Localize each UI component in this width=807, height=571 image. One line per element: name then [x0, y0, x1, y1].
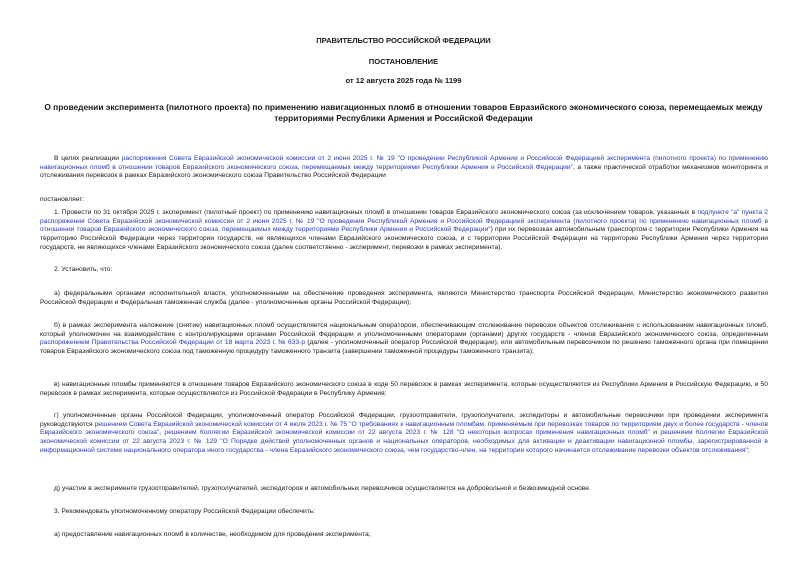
preamble-text-1: В целях реализации: [54, 155, 122, 162]
item-2: 2. Установить, что:: [54, 266, 113, 273]
item-2b: [40, 322, 768, 357]
item-3a: а) предоставление навигационных пломб в количестве, необходимом для проведения эксперимента;: [54, 531, 371, 538]
preamble-link[interactable]: распоряжения Совета Евразийской экономической комиссии от 2 июня 2025 г. № 19 "О проведении Республикой Армения и Российской Федерацией эксперимента (пилотного проекта) по применению навигационных пломб в отношении товаров Евразийского экономического союза, перемещаемых между территориями Республики Армения и Российской Федерации": [40, 155, 768, 171]
item-2a: а) федеральными органами исполнительной власти, уполномоченными на обеспечение проведения эксперимента, являются Министерство транспорта Российской Федерации, Министерство экономического развития Российской Федерации и Федеральная таможенная служба (далее - уполномоченные органы Российской Федерации);: [40, 290, 768, 306]
item-2g-link-3[interactable]: решением Коллегии Евразийской экономической комиссии от 22 августа 2023 г. № 129 "О Порядке действий уполномоченных органов и национальных операторов, необходимых для активации и деактивации навигационной пломбы, зарегистрированной в информационной системе национального оператора иного государства - члена Евразийского экономического союза, чем государство-член, на территории которого начинается отслеживание перевозки объектов отслеживания": [40, 429, 768, 454]
item-2b-link[interactable]: распоряжением Правительства Российской Федерации от 18 марта 2023 г. № 633-р: [40, 339, 306, 347]
item-2g-text-2: ,: [159, 429, 165, 437]
decree-word: постановляет:: [40, 196, 85, 203]
item-1-text-2: ) при их перевозках автомобильным транспортом с территории Республики Армения на территорию Российской Федерации через территории государств, не являющихся членами Евразийского экономического союза, и с территории Российской Федерации на территорию Республики Армения через территории государств, не являющихся членами Евразийского экономического союза (далее соответственно - эксперимент, перевозки в рамках эксперимента).: [40, 226, 768, 251]
item-3: 3. Рекомендовать уполномоченному оператору Российской Федерации обеспечить:: [54, 508, 316, 515]
government-header: ПРАВИТЕЛЬСТВО РОССИЙСКОЙ ФЕДЕРАЦИИ: [316, 36, 491, 45]
item-2g: [40, 412, 768, 456]
item-2g-text-1: г) уполномоченные органы Российской Федерации, уполномоченный оператор Российской Федерации, грузоотправители, грузополучатели, экспедиторы и автомобильные перевозчики при проведении эксперимента руководствуются: [40, 412, 768, 428]
item-1-text-1: 1. Провести по 31 октября 2025 г. эксперимент (пилотный проект) по применению навигационных пломб в отношении товаров Евразийского экономического союза (за исключением товаров, указанных в: [54, 209, 698, 216]
item-2g-text-4: ;: [747, 446, 750, 454]
item-2d: д) участие в эксперименте грузоотправителей, грузополучателей, экспедиторов и автомобильных перевозчиков осуществляется на добровольной и безвозмездной основе.: [54, 485, 591, 492]
item-2g-text-3: и: [649, 429, 661, 437]
document-date-number: от 12 августа 2025 года № 1199: [345, 76, 462, 85]
item-1-link[interactable]: подпункте "а" пункта 2 распоряжения Совета Евразийской экономической комиссии от 2 июня 2025 г. № 19 "О проведении Республикой Армения и Российской Федерацией эксперимента (пилотного проекта) по применению навигационных пломб в отношении товаров Евразийского экономического союза, перемещаемых между территориями Республики Армения и Российской Федерации": [40, 209, 769, 234]
document-type: ПОСТАНОВЛЕНИЕ: [368, 57, 439, 66]
document-title: О проведении эксперимента (пилотного проекта) по применению навигационных пломб в отношении товаров Евразийского экономического союза, перемещаемых между территориями Республики Армения и Российской Федерации: [44, 102, 763, 124]
item-2g-link-2[interactable]: решением Коллегии Евразийской экономической комиссии от 22 августа 2023 г. № 128 "О некоторых вопросах применения навигационных пломб": [164, 429, 650, 437]
item-2b-text-2: (далее - уполномоченный оператор Российской Федерации), или автомобильным перевозчиком по решению таможенного органа при помещении товаров Евразийского экономического союза под таможенную процедуру таможенного транзита (завершении таможенной процедуры таможенного транзита);: [40, 339, 768, 356]
item-2c: в) навигационные пломбы применяются в отношении товаров Евразийского экономического союза в ходе 50 перевозок в рамках эксперимента, которые осуществляются из Республики Армения в Российскую Федерацию, и 50 перевозок в рамках эксперимента, которые осуществляются из Российской Федерации в Республику Армения;: [40, 381, 768, 397]
preamble-text-2: , а также практической отработки механизмов мониторинга и отслеживания перевозок в рамках Евразийского экономического союза Правительство Российской Федерации: [40, 163, 768, 180]
item-1: [40, 209, 768, 253]
preamble: [40, 155, 768, 181]
item-2g-link-1[interactable]: решением Совета Евразийской экономической комиссии от 4 июля 2023 г. № 75 "О требованиях к навигационным пломбам, применяемым при перевозках товаров по территориям двух и более государств - членов Евразийского экономического союза": [40, 420, 769, 437]
item-2b-text-1: б) в рамках эксперимента наложение (снятие) навигационных пломб осуществляется национальным оператором, обеспечивающим отслеживание перевозок объектов отслеживания с использованием навигационных пломб, который уполномочен на взаимодействие с контролирующими органами Российской Федерации и уполномоченными операторами (органами) других государств - членов Евразийского экономического союза, определенным: [40, 322, 768, 338]
